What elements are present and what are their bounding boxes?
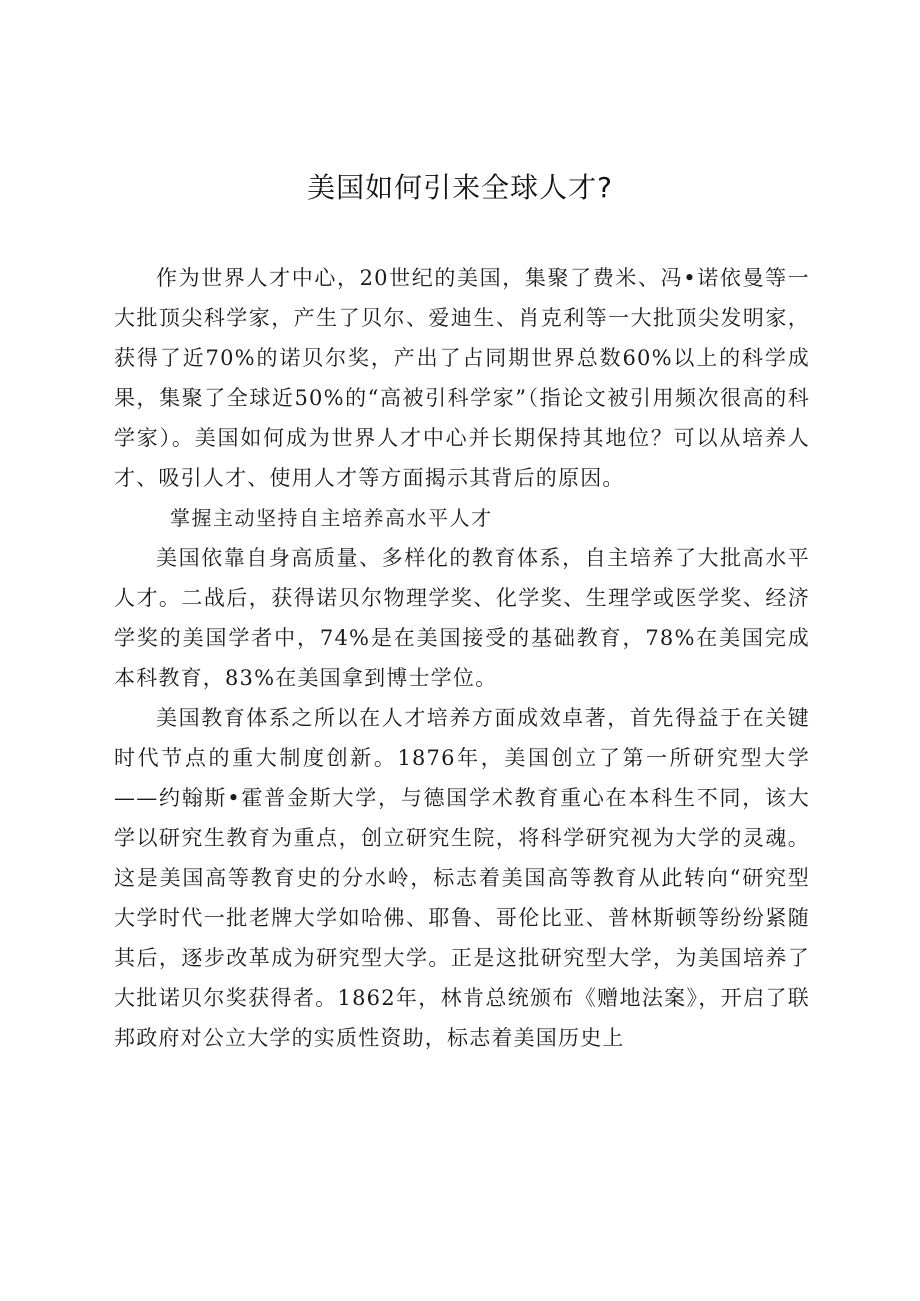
paragraph-education-system: 美国依靠自身高质量、多样化的教育体系，自主培养了大批高水平人才。二战后，获得诺贝尔物理学奖、化学奖、生理学或医学奖、经济学奖的美国学者中，74%是在美国接受的基础教育，78%在美国完成本科教育，83%在美国拿到博士学位。: [114, 546, 810, 690]
page-title: 美国如何引来全球人才?: [307, 171, 613, 204]
paragraph-intro: 作为世界人才中心，20世纪的美国，集聚了费米、冯•诺依曼等一大批顶尖科学家，产生了贝尔、爱迪生、肖克利等一大批顶尖发明家，获得了近70%的诺贝尔奖，产出了占同期世界总数60%以上的科学成果，集聚了全球近50%的“高被引科学家”（指论文被引用频次很高的科学家）。美国如何成为世界人才中心并长期保持其地位？可以从培养人才、吸引人才、使用人才等方面揭示其背后的原因。: [114, 266, 810, 490]
paragraph-institutional-innovation: 美国教育体系之所以在人才培养方面成效卓著，首先得益于在关键时代节点的重大制度创新。1876年，美国创立了第一所研究型大学——约翰斯•霍普金斯大学，与德国学术教育重心在本科生不同，该大学以研究生教育为重点，创立研究生院，将科学研究视为大学的灵魂。这是美国高等教育史的分水岭，标志着美国高等教育从此转向“研究型大学时代一批老牌大学如哈佛、耶鲁、哥伦比亚、普林斯顿等纷纷紧随其后，逐步改革成为研究型大学。正是这批研究型大学，为美国培养了大批诺贝尔奖获得者。1862年，林肯总统颁布《赠地法案》，开启了联邦政府对公立大学的实质性资助，标志着美国历史上: [114, 706, 810, 1050]
article-body: [114, 258, 810, 1058]
section-heading: 掌握主动坚持自主培养高水平人才: [170, 506, 493, 530]
